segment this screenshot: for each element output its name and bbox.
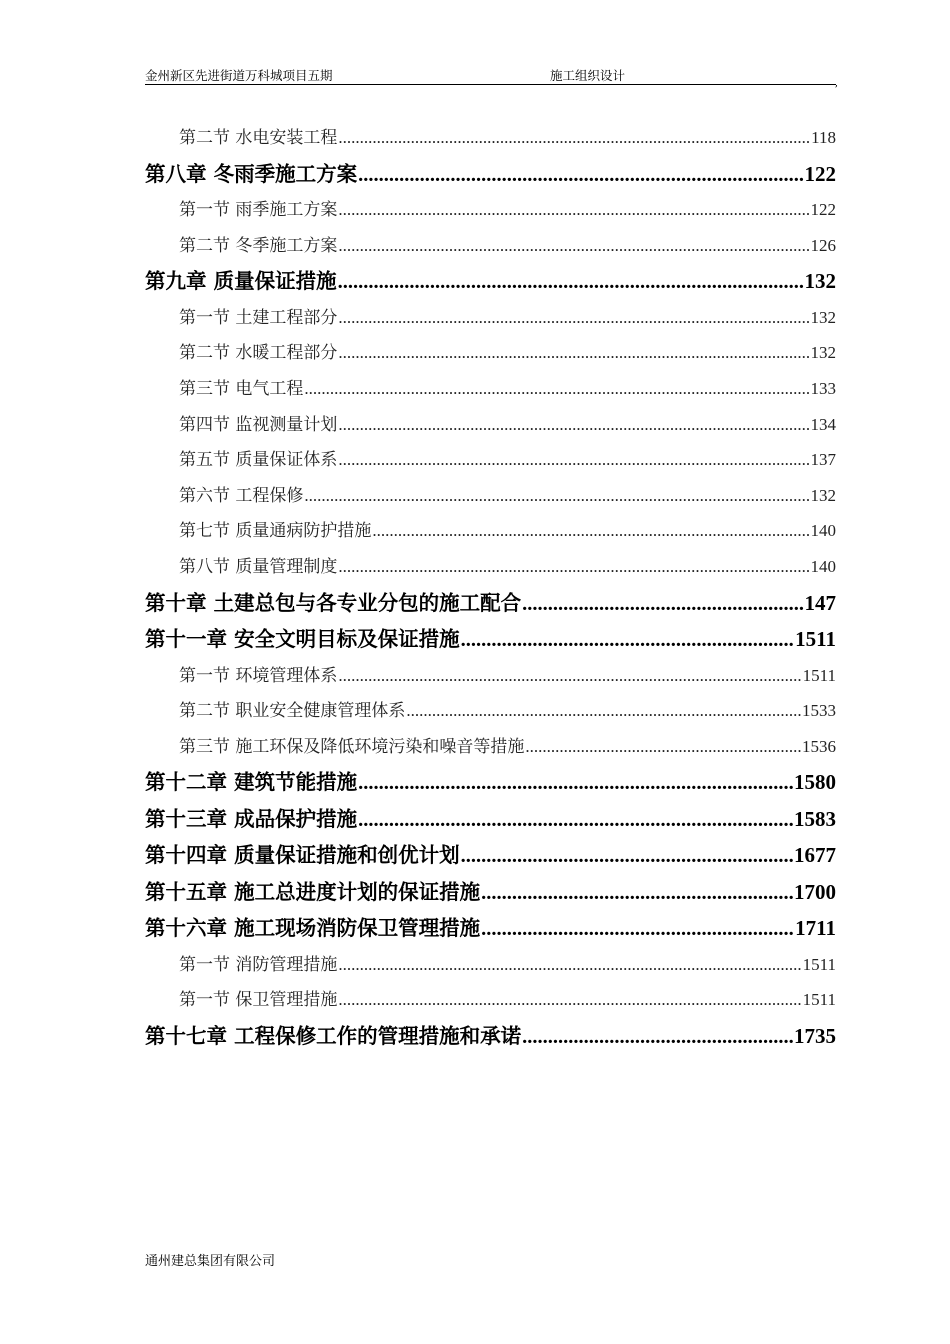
toc-dot-leader bbox=[338, 549, 809, 585]
toc-entry-page-number: 132 bbox=[810, 307, 836, 327]
toc-dot-leader bbox=[522, 586, 803, 622]
toc-chapter-entry[interactable] bbox=[145, 263, 836, 300]
toc-dot-leader bbox=[358, 765, 793, 801]
toc-chapter-entry[interactable] bbox=[145, 585, 836, 622]
toc-chapter-entry[interactable] bbox=[145, 837, 836, 874]
toc-section-entry[interactable] bbox=[145, 228, 836, 264]
toc-section-entry[interactable] bbox=[145, 407, 836, 443]
toc-dot-leader bbox=[304, 478, 809, 514]
toc-entry-title: 第七节 质量通病防护措施 bbox=[179, 521, 372, 542]
toc-dot-leader bbox=[481, 911, 794, 947]
toc-entry-page-number: 1677 bbox=[794, 843, 836, 868]
toc-dot-leader bbox=[338, 300, 809, 336]
toc-dot-leader bbox=[338, 228, 809, 264]
toc-entry-title: 第十二章 建筑节能措施 bbox=[145, 770, 358, 795]
table-of-contents bbox=[145, 120, 836, 1055]
toc-entry-page-number: 137 bbox=[810, 450, 836, 470]
toc-section-entry[interactable] bbox=[145, 300, 836, 336]
toc-entry-title: 第二节 冬季施工方案 bbox=[179, 235, 338, 256]
toc-entry-page-number: 134 bbox=[810, 414, 836, 434]
page-footer bbox=[145, 1250, 275, 1269]
toc-entry-title: 第六节 工程保修 bbox=[179, 485, 304, 506]
toc-dot-leader bbox=[338, 947, 801, 983]
toc-dot-leader bbox=[338, 335, 809, 371]
toc-entry-page-number: 133 bbox=[810, 378, 836, 398]
toc-chapter-entry[interactable] bbox=[145, 910, 836, 947]
toc-dot-leader bbox=[338, 264, 804, 300]
header-document-title: 施工组织设计 bbox=[550, 68, 626, 83]
toc-section-entry[interactable] bbox=[145, 549, 836, 585]
toc-entry-title: 第八节 质量管理制度 bbox=[179, 556, 338, 577]
toc-section-entry[interactable] bbox=[145, 120, 836, 156]
toc-entry-title: 第十章 土建总包与各专业分包的施工配合 bbox=[145, 590, 522, 615]
toc-section-entry[interactable] bbox=[145, 729, 836, 765]
toc-section-entry[interactable] bbox=[145, 693, 836, 729]
header-corner-mark: , bbox=[834, 78, 838, 89]
page-header bbox=[145, 64, 838, 89]
toc-dot-leader bbox=[338, 982, 801, 1018]
toc-entry-page-number: 126 bbox=[810, 235, 836, 255]
toc-dot-leader bbox=[372, 513, 809, 549]
footer-company-name: 通州建总集团有限公司 bbox=[145, 1254, 276, 1269]
toc-entry-title: 第五节 质量保证体系 bbox=[179, 450, 338, 471]
toc-section-entry[interactable] bbox=[145, 947, 836, 983]
toc-section-entry[interactable] bbox=[145, 513, 836, 549]
toc-entry-title: 第二节 职业安全健康管理体系 bbox=[179, 701, 406, 722]
toc-entry-title: 第十六章 施工现场消防保卫管理措施 bbox=[145, 916, 481, 941]
toc-entry-title: 第十三章 成品保护措施 bbox=[145, 806, 358, 831]
toc-chapter-entry[interactable] bbox=[145, 1018, 836, 1055]
toc-chapter-entry[interactable] bbox=[145, 874, 836, 911]
toc-chapter-entry[interactable] bbox=[145, 801, 836, 838]
toc-dot-leader bbox=[338, 658, 801, 694]
toc-dot-leader bbox=[338, 192, 809, 228]
toc-entry-page-number: 1533 bbox=[802, 701, 836, 721]
toc-dot-leader bbox=[358, 802, 793, 838]
toc-dot-leader bbox=[481, 875, 793, 911]
toc-dot-leader bbox=[461, 622, 795, 658]
toc-section-entry[interactable] bbox=[145, 192, 836, 228]
toc-dot-leader bbox=[338, 407, 809, 443]
toc-entry-title: 第三节 施工环保及降低环境污染和噪音等措施 bbox=[179, 736, 525, 757]
toc-entry-page-number: 122 bbox=[810, 200, 836, 220]
toc-section-entry[interactable] bbox=[145, 335, 836, 371]
toc-entry-page-number: 1580 bbox=[794, 770, 836, 795]
toc-chapter-entry[interactable] bbox=[145, 764, 836, 801]
toc-section-entry[interactable] bbox=[145, 371, 836, 407]
toc-entry-title: 第一节 保卫管理措施 bbox=[179, 990, 338, 1011]
toc-dot-leader bbox=[358, 157, 803, 193]
toc-section-entry[interactable] bbox=[145, 478, 836, 514]
toc-entry-title: 第二节 水暖工程部分 bbox=[179, 343, 338, 364]
toc-dot-leader bbox=[406, 693, 801, 729]
toc-dot-leader bbox=[525, 729, 801, 765]
toc-entry-page-number: 132 bbox=[810, 343, 836, 363]
toc-entry-page-number: 1700 bbox=[794, 879, 836, 904]
toc-entry-title: 第四节 监视测量计划 bbox=[179, 414, 338, 435]
toc-entry-title: 第一节 雨季施工方案 bbox=[179, 200, 338, 221]
toc-entry-title: 第二节 水电安装工程 bbox=[179, 128, 338, 148]
toc-entry-page-number: 1735 bbox=[794, 1024, 836, 1048]
toc-dot-leader bbox=[304, 371, 809, 407]
toc-entry-page-number: 1711 bbox=[795, 916, 836, 941]
toc-entry-page-number: 1511 bbox=[802, 990, 836, 1010]
toc-entry-page-number: 147 bbox=[804, 590, 836, 615]
toc-entry-page-number: 122 bbox=[804, 161, 836, 186]
toc-dot-leader bbox=[338, 442, 809, 478]
toc-entry-page-number: 118 bbox=[811, 128, 836, 147]
toc-entry-title: 第一节 消防管理措施 bbox=[179, 954, 338, 975]
toc-entry-page-number: 132 bbox=[810, 485, 836, 505]
toc-section-entry[interactable] bbox=[145, 658, 836, 694]
toc-section-entry[interactable] bbox=[145, 982, 836, 1018]
toc-entry-title: 第十七章 工程保修工作的管理措施和承诺 bbox=[145, 1024, 522, 1048]
toc-entry-title: 第九章 质量保证措施 bbox=[145, 269, 337, 294]
toc-entry-title: 第八章 冬雨季施工方案 bbox=[145, 161, 358, 186]
toc-dot-leader bbox=[461, 838, 793, 874]
toc-entry-page-number: 132 bbox=[804, 269, 836, 294]
toc-entry-page-number: 1583 bbox=[794, 806, 836, 831]
header-project-name: 金州新区先进街道万科城项目五期 bbox=[145, 68, 333, 83]
toc-entry-page-number: 1511 bbox=[802, 954, 836, 974]
toc-entry-title: 第十四章 质量保证措施和创优计划 bbox=[145, 843, 460, 868]
toc-entry-title: 第三节 电气工程 bbox=[179, 378, 304, 399]
toc-chapter-entry[interactable] bbox=[145, 621, 836, 658]
toc-entry-page-number: 140 bbox=[810, 521, 836, 541]
toc-chapter-entry[interactable] bbox=[145, 156, 836, 193]
toc-entry-title: 第一节 环境管理体系 bbox=[179, 665, 338, 686]
toc-dot-leader bbox=[522, 1019, 793, 1055]
toc-entry-page-number: 140 bbox=[810, 556, 836, 576]
toc-entry-page-number: 1536 bbox=[802, 736, 836, 756]
toc-entry-title: 第十一章 安全文明目标及保证措施 bbox=[145, 627, 460, 652]
toc-entry-page-number: 1511 bbox=[795, 627, 836, 652]
toc-entry-title: 第一节 土建工程部分 bbox=[179, 307, 338, 328]
toc-entry-page-number: 1511 bbox=[802, 665, 836, 685]
toc-section-entry[interactable] bbox=[145, 442, 836, 478]
toc-dot-leader bbox=[338, 120, 810, 156]
toc-entry-title: 第十五章 施工总进度计划的保证措施 bbox=[145, 879, 481, 904]
